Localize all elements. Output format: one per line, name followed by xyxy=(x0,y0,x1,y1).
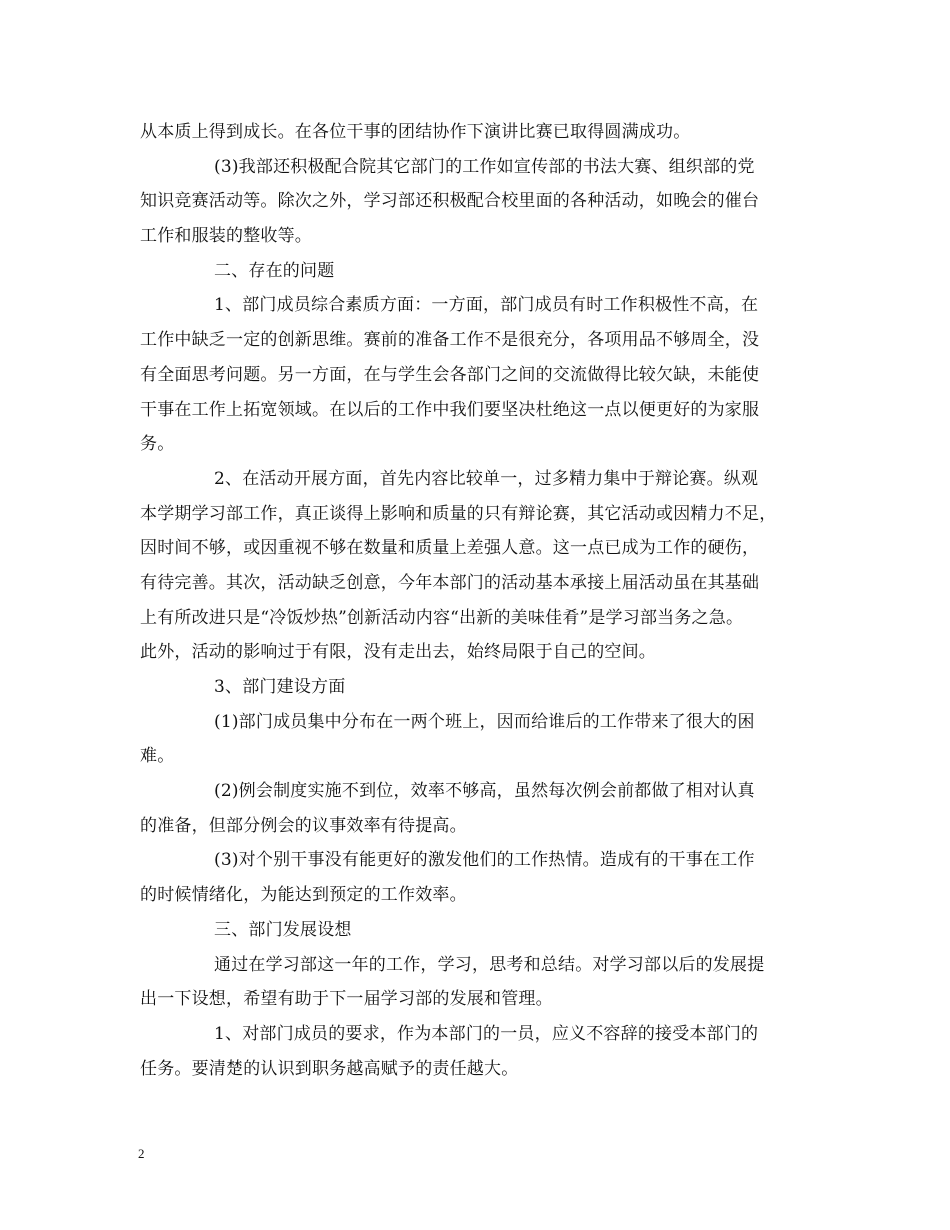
text-line: 三、部门发展设想 xyxy=(214,919,352,940)
text-line: (3)对个别干事没有能更好的激发他们的工作热情。造成有的干事在工作 xyxy=(214,850,755,871)
text-line: 的准备，但部分例会的议事效率有待提高。 xyxy=(140,815,467,836)
document-body xyxy=(140,115,820,1086)
text-line: 工作和服装的整收等。 xyxy=(140,226,312,247)
text-line: (1)部门成员集中分布在一两个班上，因而给谁后的工作带来了很大的困 xyxy=(214,711,755,732)
text-line: 工作中缺乏一定的创新思维。赛前的准备工作不是很充分，各项用品不够周全，没 xyxy=(140,330,760,351)
text-line: 从本质上得到成长。在各位干事的团结协作下演讲比赛已取得圆满成功。 xyxy=(140,122,691,142)
text-line: 难。 xyxy=(140,746,175,767)
text-line: 本学期学习部工作，真正谈得上影响和质量的只有辩论赛，其它活动或因精力不足， xyxy=(140,503,777,524)
page-number: 2 xyxy=(138,1146,145,1161)
text-line: 知识竞赛活动等。除次之外，学习部还积极配合校里面的各种活动，如晚会的催台 xyxy=(140,191,760,212)
text-line: 2、在活动开展方面，首先内容比较单一，过多精力集中于辩论赛。纵观 xyxy=(214,468,759,489)
text-line: 的时候情绪化，为能达到预定的工作效率。 xyxy=(140,885,467,906)
text-line: 任务。要清楚的认识到职务越高赋予的责任越大。 xyxy=(140,1058,519,1079)
text-line: (2)例会制度实施不到位，效率不够高，虽然每次例会前都做了相对认真 xyxy=(214,781,755,802)
text-line: 有全面思考问题。另一方面，在与学生会各部门之间的交流做得比较欠缺，未能使 xyxy=(140,364,760,385)
text-line: 有待完善。其次，活动缺乏创意，今年本部门的活动基本承接上届活动虽在其基础 xyxy=(140,572,760,593)
text-line: 务。 xyxy=(140,434,175,455)
text-line: 通过在学习部这一年的工作，学习，思考和总结。对学习部以后的发展提 xyxy=(214,954,765,975)
text-line: 出一下设想，希望有助于下一届学习部的发展和管理。 xyxy=(140,989,553,1010)
text-line: (3)我部还积极配合院其它部门的工作如宣传部的书法大赛、组织部的党 xyxy=(214,156,755,177)
text-line: 上有所改进只是“冷饭炒热”创新活动内容“出新的美味佳肴”是学习部当务之急。 xyxy=(140,607,744,628)
text-line: 干事在工作上拓宽领域。在以后的工作中我们要坚决杜绝这一点以便更好的为家服 xyxy=(140,399,760,420)
text-line: 1、部门成员综合素质方面：一方面，部门成员有时工作积极性不高，在 xyxy=(214,295,759,316)
text-line: 二、存在的问题 xyxy=(214,260,335,281)
text-line: 1、对部门成员的要求，作为本部门的一员，应义不容辞的接受本部门的 xyxy=(214,1023,759,1044)
text-line: 3、部门建设方面 xyxy=(214,677,346,697)
text-line: 因时间不够，或因重视不够在数量和质量上差强人意。这一点已成为工作的硬伤， xyxy=(140,538,760,559)
text-line: 此外，活动的影响过于有限，没有走出去，始终局限于自己的空间。 xyxy=(140,642,656,663)
